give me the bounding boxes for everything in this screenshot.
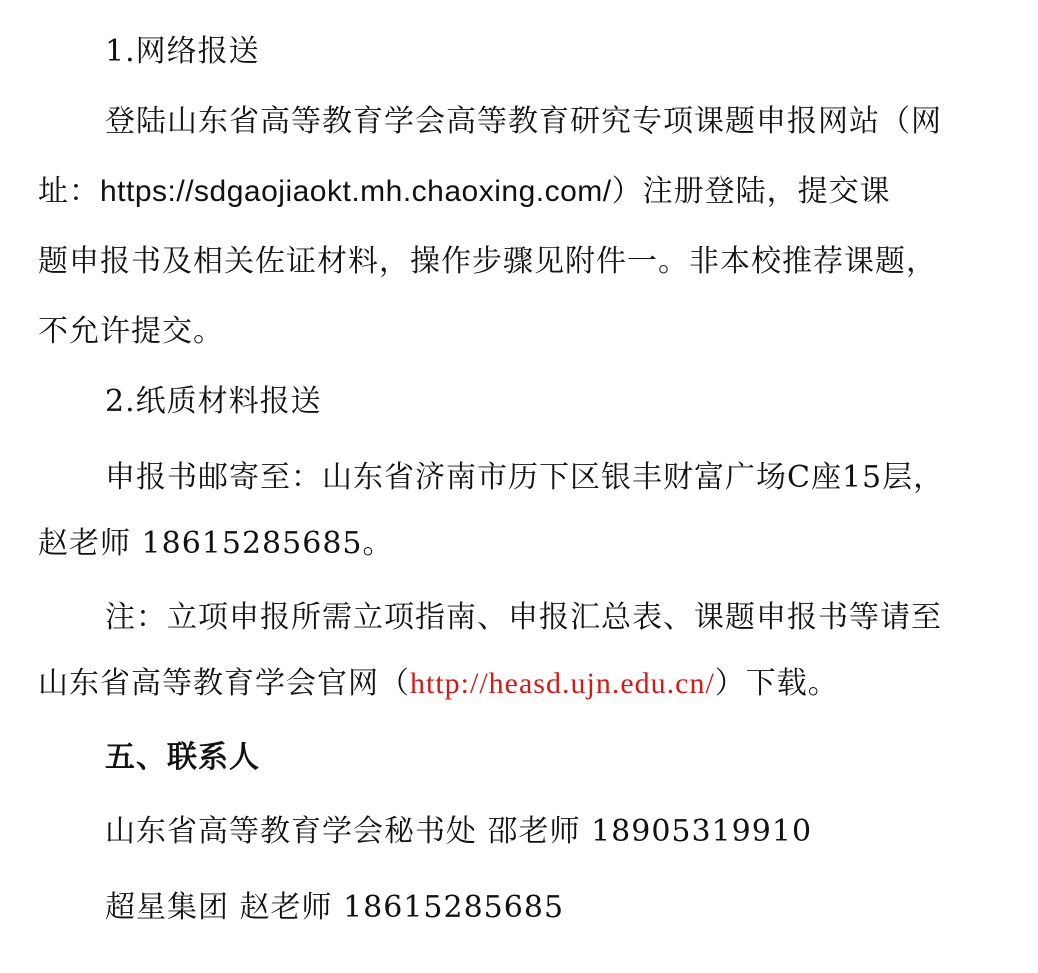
website-label: 址： <box>38 174 100 209</box>
note-line-1: 注：立项申报所需立项指南、申报汇总表、课题申报书等请至 <box>105 600 942 635</box>
paragraph-1-line-4: 不允许提交。 <box>38 314 224 349</box>
society-website-link[interactable]: http://heasd.ujn.edu.cn/ <box>410 667 715 700</box>
paragraph-1-line-2-tail: ）注册登陆，提交课 <box>611 174 891 209</box>
section-2-heading: 2.纸质材料报送 <box>105 384 322 419</box>
note-line-2 <box>38 664 839 704</box>
paragraph-2-line-1: 申报书邮寄至：山东省济南市历下区银丰财富广场C座15层， <box>105 460 945 495</box>
contact-line-1: 山东省高等教育学会秘书处 邵老师 18905319910 <box>105 814 813 849</box>
contact-line-2: 超星集团 赵老师 18615285685 <box>105 890 565 925</box>
paragraph-2-line-2: 赵老师 18615285685。 <box>38 526 394 561</box>
section-1-heading: 1.网络报送 <box>105 34 260 69</box>
submission-website-url[interactable]: https://sdgaojiaokt.mh.chaoxing.com/ <box>100 175 612 208</box>
note-suffix: ）下载。 <box>714 666 839 701</box>
note-prefix: 山东省高等教育学会官网（ <box>38 666 410 701</box>
paragraph-1-line-2 <box>38 172 891 212</box>
paragraph-1-line-3: 题申报书及相关佐证材料，操作步骤见附件一。非本校推荐课题， <box>38 244 937 279</box>
paragraph-1-line-1: 登陆山东省高等教育学会高等教育研究专项课题申报网站（网 <box>105 104 942 139</box>
section-5-heading: 五、联系人 <box>105 740 260 775</box>
